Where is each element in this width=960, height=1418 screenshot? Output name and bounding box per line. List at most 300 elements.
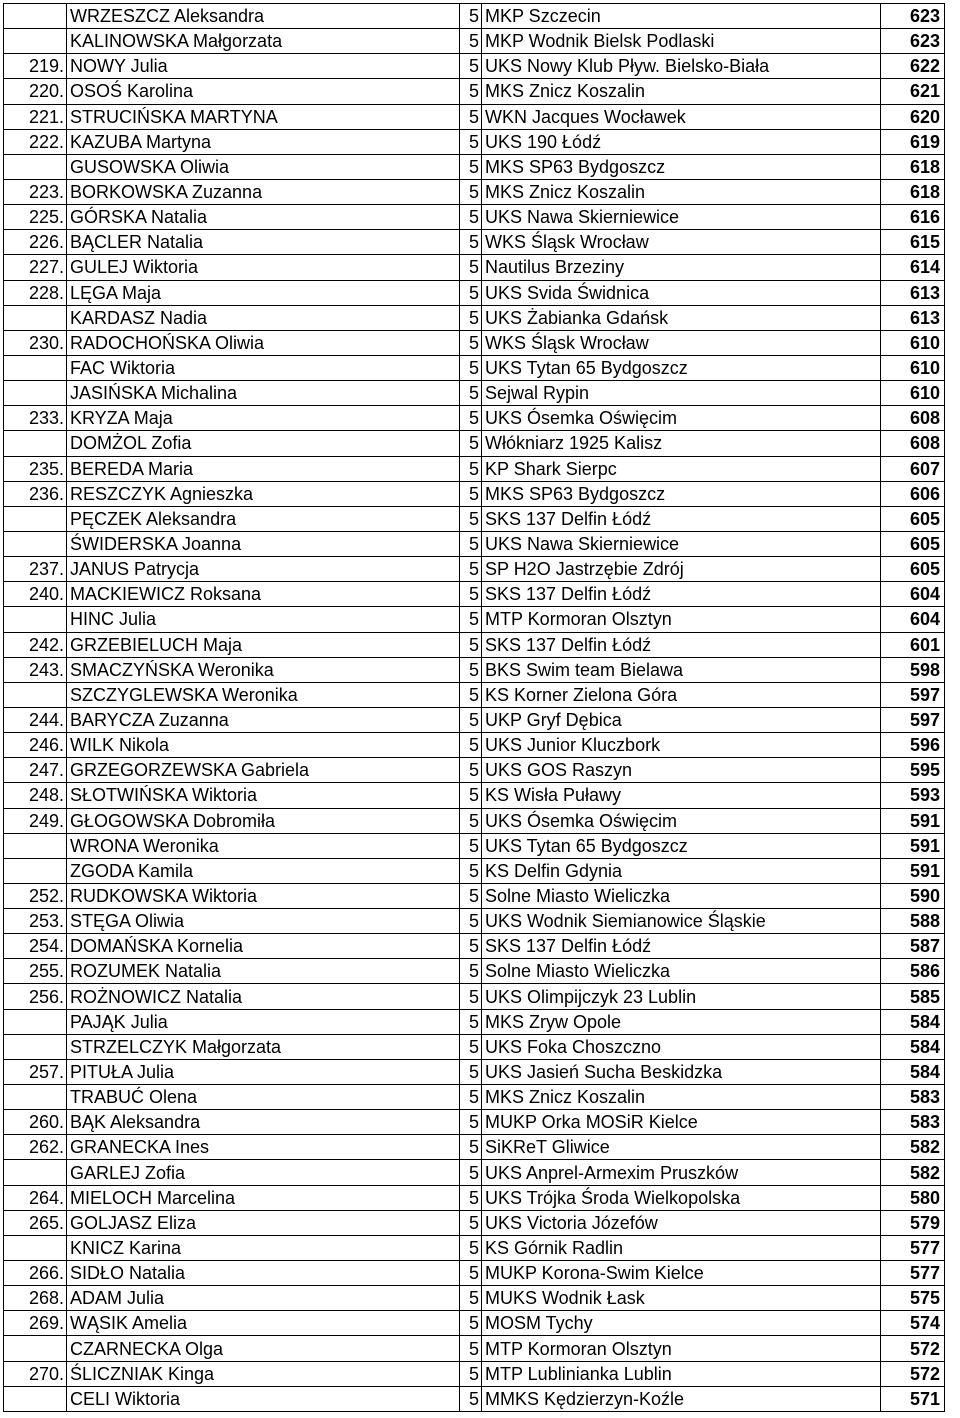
rank-cell (4, 531, 67, 556)
points-cell: 593 (881, 783, 945, 808)
rank-cell: 255. (4, 959, 67, 984)
rank-cell: 221. (4, 104, 67, 129)
table-row (4, 1361, 945, 1386)
points-cell: 580 (881, 1185, 945, 1210)
club-name-cell: KS Górnik Radlin (482, 1235, 881, 1260)
table-row (4, 179, 945, 204)
club-name-cell: KP Shark Sierpc (482, 456, 881, 481)
club-name-cell: UKS Tytan 65 Bydgoszcz (482, 355, 881, 380)
athlete-name-cell: BARYCZA Zuzanna (67, 707, 460, 732)
table-row (4, 29, 945, 54)
table-row (4, 531, 945, 556)
athlete-name-cell: SŁOTWIŃSKA Wiktoria (67, 783, 460, 808)
club-name-cell: MKS Znicz Koszalin (482, 79, 881, 104)
points-cell: 571 (881, 1386, 945, 1411)
rank-cell: 228. (4, 280, 67, 305)
points-cell: 610 (881, 330, 945, 355)
points-cell: 582 (881, 1160, 945, 1185)
table-row (4, 1059, 945, 1084)
age-cell: 5 (460, 1034, 482, 1059)
table-row (4, 758, 945, 783)
table-row (4, 783, 945, 808)
rank-cell (4, 607, 67, 632)
table-row (4, 230, 945, 255)
age-cell: 5 (460, 355, 482, 380)
age-cell: 5 (460, 104, 482, 129)
table-row (4, 154, 945, 179)
age-cell: 5 (460, 154, 482, 179)
rank-cell: 222. (4, 129, 67, 154)
table-row (4, 833, 945, 858)
club-name-cell: SKS 137 Delfin Łódź (482, 506, 881, 531)
club-name-cell: UKS Nawa Skierniewice (482, 205, 881, 230)
athlete-name-cell: GULEJ Wiktoria (67, 255, 460, 280)
athlete-name-cell: WILK Nikola (67, 733, 460, 758)
table-row (4, 1336, 945, 1361)
table-row (4, 1185, 945, 1210)
points-cell: 613 (881, 280, 945, 305)
table-row (4, 1235, 945, 1260)
rank-cell (4, 1386, 67, 1411)
club-name-cell: UKS Svida Świdnica (482, 280, 881, 305)
points-cell: 583 (881, 1085, 945, 1110)
athlete-name-cell: STĘGA Oliwia (67, 909, 460, 934)
rank-cell (4, 858, 67, 883)
rank-cell: 269. (4, 1311, 67, 1336)
club-name-cell: SKS 137 Delfin Łódź (482, 582, 881, 607)
rank-cell (4, 431, 67, 456)
age-cell: 5 (460, 733, 482, 758)
points-cell: 618 (881, 179, 945, 204)
age-cell: 5 (460, 506, 482, 531)
athlete-name-cell: TRABUĆ Olena (67, 1085, 460, 1110)
points-cell: 605 (881, 557, 945, 582)
club-name-cell: MKS Znicz Koszalin (482, 1085, 881, 1110)
athlete-name-cell: WĄSIK Amelia (67, 1311, 460, 1336)
rank-cell (4, 1009, 67, 1034)
club-name-cell: UKS Tytan 65 Bydgoszcz (482, 833, 881, 858)
club-name-cell: Solne Miasto Wieliczka (482, 883, 881, 908)
points-cell: 597 (881, 707, 945, 732)
table-row (4, 54, 945, 79)
athlete-name-cell: PITUŁA Julia (67, 1059, 460, 1084)
club-name-cell: MKS SP63 Bydgoszcz (482, 154, 881, 179)
table-row (4, 959, 945, 984)
athlete-name-cell: NOWY Julia (67, 54, 460, 79)
rank-cell: 242. (4, 632, 67, 657)
points-cell: 604 (881, 607, 945, 632)
rank-cell: 264. (4, 1185, 67, 1210)
club-name-cell: MTP Kormoran Olsztyn (482, 1336, 881, 1361)
rank-cell (4, 154, 67, 179)
athlete-name-cell: ADAM Julia (67, 1286, 460, 1311)
points-cell: 572 (881, 1361, 945, 1386)
rank-cell (4, 1336, 67, 1361)
points-cell: 608 (881, 406, 945, 431)
athlete-name-cell: BĄK Aleksandra (67, 1110, 460, 1135)
athlete-name-cell: RADOCHOŃSKA Oliwia (67, 330, 460, 355)
athlete-name-cell: CELI Wiktoria (67, 1386, 460, 1411)
rank-cell: 235. (4, 456, 67, 481)
table-row (4, 582, 945, 607)
rank-cell: 233. (4, 406, 67, 431)
rank-cell (4, 1034, 67, 1059)
rank-cell: 265. (4, 1210, 67, 1235)
points-cell: 618 (881, 154, 945, 179)
athlete-name-cell: GRZEGORZEWSKA Gabriela (67, 758, 460, 783)
age-cell: 5 (460, 582, 482, 607)
age-cell: 5 (460, 758, 482, 783)
table-row (4, 858, 945, 883)
athlete-name-cell: KNICZ Karina (67, 1235, 460, 1260)
age-cell: 5 (460, 557, 482, 582)
table-row (4, 355, 945, 380)
rank-cell (4, 355, 67, 380)
club-name-cell: MKP Szczecin (482, 4, 881, 29)
age-cell: 5 (460, 909, 482, 934)
points-cell: 608 (881, 431, 945, 456)
athlete-name-cell: GRANECKA Ines (67, 1135, 460, 1160)
athlete-name-cell: MACKIEWICZ Roksana (67, 582, 460, 607)
athlete-name-cell: GUSOWSKA Oliwia (67, 154, 460, 179)
athlete-name-cell: BĄCLER Natalia (67, 230, 460, 255)
points-cell: 584 (881, 1009, 945, 1034)
points-cell: 601 (881, 632, 945, 657)
table-row (4, 934, 945, 959)
club-name-cell: SP H2O Jastrzębie Zdrój (482, 557, 881, 582)
rank-cell: 270. (4, 1361, 67, 1386)
table-row (4, 381, 945, 406)
table-row (4, 431, 945, 456)
age-cell: 5 (460, 808, 482, 833)
club-name-cell: KS Wisła Puławy (482, 783, 881, 808)
age-cell: 5 (460, 205, 482, 230)
age-cell: 5 (460, 934, 482, 959)
points-cell: 583 (881, 1110, 945, 1135)
table-row (4, 104, 945, 129)
age-cell: 5 (460, 1336, 482, 1361)
age-cell: 5 (460, 959, 482, 984)
age-cell: 5 (460, 682, 482, 707)
club-name-cell: UKS Nowy Klub Pływ. Bielsko-Biała (482, 54, 881, 79)
rank-cell: 253. (4, 909, 67, 934)
table-row (4, 1386, 945, 1411)
athlete-name-cell: DOMŻOL Zofia (67, 431, 460, 456)
athlete-name-cell: GOLJASZ Eliza (67, 1210, 460, 1235)
club-name-cell: WKS Śląsk Wrocław (482, 330, 881, 355)
table-row (4, 1160, 945, 1185)
rank-cell: 226. (4, 230, 67, 255)
table-row (4, 607, 945, 632)
rank-cell (4, 506, 67, 531)
table-row (4, 205, 945, 230)
points-cell: 613 (881, 305, 945, 330)
club-name-cell: SKS 137 Delfin Łódź (482, 632, 881, 657)
points-cell: 584 (881, 1034, 945, 1059)
club-name-cell: UKS Ósemka Oświęcim (482, 808, 881, 833)
table-row (4, 682, 945, 707)
age-cell: 5 (460, 858, 482, 883)
table-row (4, 1110, 945, 1135)
athlete-name-cell: JASIŃSKA Michalina (67, 381, 460, 406)
athlete-name-cell: BEREDA Maria (67, 456, 460, 481)
club-name-cell: MTP Lublinianka Lublin (482, 1361, 881, 1386)
table-row (4, 1286, 945, 1311)
rank-cell: 268. (4, 1286, 67, 1311)
club-name-cell: UKS Żabianka Gdańsk (482, 305, 881, 330)
athlete-name-cell: DOMAŃSKA Kornelia (67, 934, 460, 959)
table-row (4, 909, 945, 934)
club-name-cell: UKS Foka Choszczno (482, 1034, 881, 1059)
age-cell: 5 (460, 381, 482, 406)
club-name-cell: MTP Kormoran Olsztyn (482, 607, 881, 632)
rank-cell (4, 29, 67, 54)
points-cell: 614 (881, 255, 945, 280)
rank-cell: 252. (4, 883, 67, 908)
rank-cell (4, 381, 67, 406)
points-cell: 595 (881, 758, 945, 783)
points-cell: 590 (881, 883, 945, 908)
club-name-cell: KS Korner Zielona Góra (482, 682, 881, 707)
athlete-name-cell: MIELOCH Marcelina (67, 1185, 460, 1210)
rank-cell: 230. (4, 330, 67, 355)
points-cell: 582 (881, 1135, 945, 1160)
rank-cell: 248. (4, 783, 67, 808)
points-cell: 619 (881, 129, 945, 154)
rank-cell: 243. (4, 657, 67, 682)
table-row (4, 1311, 945, 1336)
age-cell: 5 (460, 632, 482, 657)
rank-cell (4, 4, 67, 29)
table-row (4, 255, 945, 280)
table-row (4, 1009, 945, 1034)
athlete-name-cell: BORKOWSKA Zuzanna (67, 179, 460, 204)
table-row (4, 4, 945, 29)
club-name-cell: SKS 137 Delfin Łódź (482, 934, 881, 959)
age-cell: 5 (460, 1286, 482, 1311)
rank-cell: 244. (4, 707, 67, 732)
athlete-name-cell: RESZCZYK Agnieszka (67, 481, 460, 506)
club-name-cell: UKS Wodnik Siemianowice Śląskie (482, 909, 881, 934)
club-name-cell: UKS 190 Łódź (482, 129, 881, 154)
rank-cell: 246. (4, 733, 67, 758)
rank-cell (4, 682, 67, 707)
points-cell: 623 (881, 29, 945, 54)
club-name-cell: UKS Anprel-Armexim Pruszków (482, 1160, 881, 1185)
points-cell: 579 (881, 1210, 945, 1235)
points-cell: 575 (881, 1286, 945, 1311)
age-cell: 5 (460, 657, 482, 682)
club-name-cell: UKS Jasień Sucha Beskidzka (482, 1059, 881, 1084)
rank-cell: 225. (4, 205, 67, 230)
points-cell: 591 (881, 858, 945, 883)
club-name-cell: KS Delfin Gdynia (482, 858, 881, 883)
points-cell: 577 (881, 1261, 945, 1286)
rank-cell (4, 305, 67, 330)
athlete-name-cell: KARDASZ Nadia (67, 305, 460, 330)
points-cell: 610 (881, 355, 945, 380)
rank-cell: 247. (4, 758, 67, 783)
points-cell: 585 (881, 984, 945, 1009)
club-name-cell: UKS Nawa Skierniewice (482, 531, 881, 556)
rank-cell (4, 1235, 67, 1260)
points-cell: 622 (881, 54, 945, 79)
table-row (4, 280, 945, 305)
club-name-cell: MKP Wodnik Bielsk Podlaski (482, 29, 881, 54)
table-row (4, 883, 945, 908)
rank-cell: 257. (4, 1059, 67, 1084)
table-row (4, 305, 945, 330)
athlete-name-cell: HINC Julia (67, 607, 460, 632)
athlete-name-cell: KAZUBA Martyna (67, 129, 460, 154)
points-cell: 606 (881, 481, 945, 506)
rank-cell: 262. (4, 1135, 67, 1160)
athlete-name-cell: KRYZA Maja (67, 406, 460, 431)
results-table (3, 3, 945, 1412)
rank-cell: 254. (4, 934, 67, 959)
athlete-name-cell: SZCZYGLEWSKA Weronika (67, 682, 460, 707)
club-name-cell: UKS Ósemka Oświęcim (482, 406, 881, 431)
age-cell: 5 (460, 1311, 482, 1336)
athlete-name-cell: ŚWIDERSKA Joanna (67, 531, 460, 556)
age-cell: 5 (460, 280, 482, 305)
points-cell: 591 (881, 808, 945, 833)
athlete-name-cell: WRONA Weronika (67, 833, 460, 858)
age-cell: 5 (460, 1085, 482, 1110)
age-cell: 5 (460, 481, 482, 506)
club-name-cell: UKS Junior Kluczbork (482, 733, 881, 758)
age-cell: 5 (460, 255, 482, 280)
rank-cell: 240. (4, 582, 67, 607)
athlete-name-cell: KALINOWSKA Małgorzata (67, 29, 460, 54)
points-cell: 598 (881, 657, 945, 682)
athlete-name-cell: JANUS Patrycja (67, 557, 460, 582)
club-name-cell: MUKP Orka MOSiR Kielce (482, 1110, 881, 1135)
athlete-name-cell: FAC Wiktoria (67, 355, 460, 380)
club-name-cell: MKS SP63 Bydgoszcz (482, 481, 881, 506)
points-cell: 623 (881, 4, 945, 29)
athlete-name-cell: ŚLICZNIAK Kinga (67, 1361, 460, 1386)
age-cell: 5 (460, 1135, 482, 1160)
rank-cell: 249. (4, 808, 67, 833)
table-row (4, 1034, 945, 1059)
table-row (4, 129, 945, 154)
points-cell: 620 (881, 104, 945, 129)
club-name-cell: UKS Trójka Środa Wielkopolska (482, 1185, 881, 1210)
age-cell: 5 (460, 1361, 482, 1386)
age-cell: 5 (460, 129, 482, 154)
club-name-cell: BKS Swim team Bielawa (482, 657, 881, 682)
points-cell: 572 (881, 1336, 945, 1361)
athlete-name-cell: SIDŁO Natalia (67, 1261, 460, 1286)
club-name-cell: MMKS Kędzierzyn-Koźle (482, 1386, 881, 1411)
table-row (4, 1135, 945, 1160)
age-cell: 5 (460, 607, 482, 632)
athlete-name-cell: GÓRSKA Natalia (67, 205, 460, 230)
athlete-name-cell: PAJĄK Julia (67, 1009, 460, 1034)
rank-cell (4, 1160, 67, 1185)
athlete-name-cell: STRZELCZYK Małgorzata (67, 1034, 460, 1059)
table-row (4, 456, 945, 481)
athlete-name-cell: RUDKOWSKA Wiktoria (67, 883, 460, 908)
points-cell: 607 (881, 456, 945, 481)
club-name-cell: MUKS Wodnik Łask (482, 1286, 881, 1311)
points-cell: 587 (881, 934, 945, 959)
age-cell: 5 (460, 1386, 482, 1411)
club-name-cell: MKS Znicz Koszalin (482, 179, 881, 204)
rank-cell: 227. (4, 255, 67, 280)
athlete-name-cell: ROZUMEK Natalia (67, 959, 460, 984)
club-name-cell: MKS Zryw Opole (482, 1009, 881, 1034)
age-cell: 5 (460, 833, 482, 858)
rank-cell: 266. (4, 1261, 67, 1286)
table-row (4, 707, 945, 732)
points-cell: 604 (881, 582, 945, 607)
age-cell: 5 (460, 330, 482, 355)
table-row (4, 506, 945, 531)
club-name-cell: MOSM Tychy (482, 1311, 881, 1336)
rank-cell (4, 1085, 67, 1110)
age-cell: 5 (460, 1210, 482, 1235)
age-cell: 5 (460, 707, 482, 732)
age-cell: 5 (460, 1185, 482, 1210)
athlete-name-cell: GŁOGOWSKA Dobromiła (67, 808, 460, 833)
age-cell: 5 (460, 179, 482, 204)
age-cell: 5 (460, 406, 482, 431)
rank-cell: 236. (4, 481, 67, 506)
results-table-body (4, 4, 945, 1412)
club-name-cell: Sejwal Rypin (482, 381, 881, 406)
club-name-cell: Nautilus Brzeziny (482, 255, 881, 280)
age-cell: 5 (460, 4, 482, 29)
age-cell: 5 (460, 531, 482, 556)
club-name-cell: WKS Śląsk Wrocław (482, 230, 881, 255)
points-cell: 605 (881, 506, 945, 531)
age-cell: 5 (460, 305, 482, 330)
table-row (4, 330, 945, 355)
table-row (4, 657, 945, 682)
age-cell: 5 (460, 54, 482, 79)
age-cell: 5 (460, 1160, 482, 1185)
club-name-cell: WKN Jacques Wocławek (482, 104, 881, 129)
age-cell: 5 (460, 1110, 482, 1135)
age-cell: 5 (460, 783, 482, 808)
table-row (4, 79, 945, 104)
rank-cell: 256. (4, 984, 67, 1009)
age-cell: 5 (460, 456, 482, 481)
rank-cell: 220. (4, 79, 67, 104)
points-cell: 597 (881, 682, 945, 707)
club-name-cell: UKP Gryf Dębica (482, 707, 881, 732)
points-cell: 610 (881, 381, 945, 406)
athlete-name-cell: OSOŚ Karolina (67, 79, 460, 104)
athlete-name-cell: PĘCZEK Aleksandra (67, 506, 460, 531)
age-cell: 5 (460, 1009, 482, 1034)
points-cell: 621 (881, 79, 945, 104)
points-cell: 591 (881, 833, 945, 858)
club-name-cell: Solne Miasto Wieliczka (482, 959, 881, 984)
rank-cell: 219. (4, 54, 67, 79)
club-name-cell: SiKReT Gliwice (482, 1135, 881, 1160)
points-cell: 574 (881, 1311, 945, 1336)
table-row (4, 733, 945, 758)
club-name-cell: UKS Victoria Józefów (482, 1210, 881, 1235)
points-cell: 586 (881, 959, 945, 984)
athlete-name-cell: ZGODA Kamila (67, 858, 460, 883)
table-row (4, 1085, 945, 1110)
age-cell: 5 (460, 1235, 482, 1260)
table-row (4, 984, 945, 1009)
